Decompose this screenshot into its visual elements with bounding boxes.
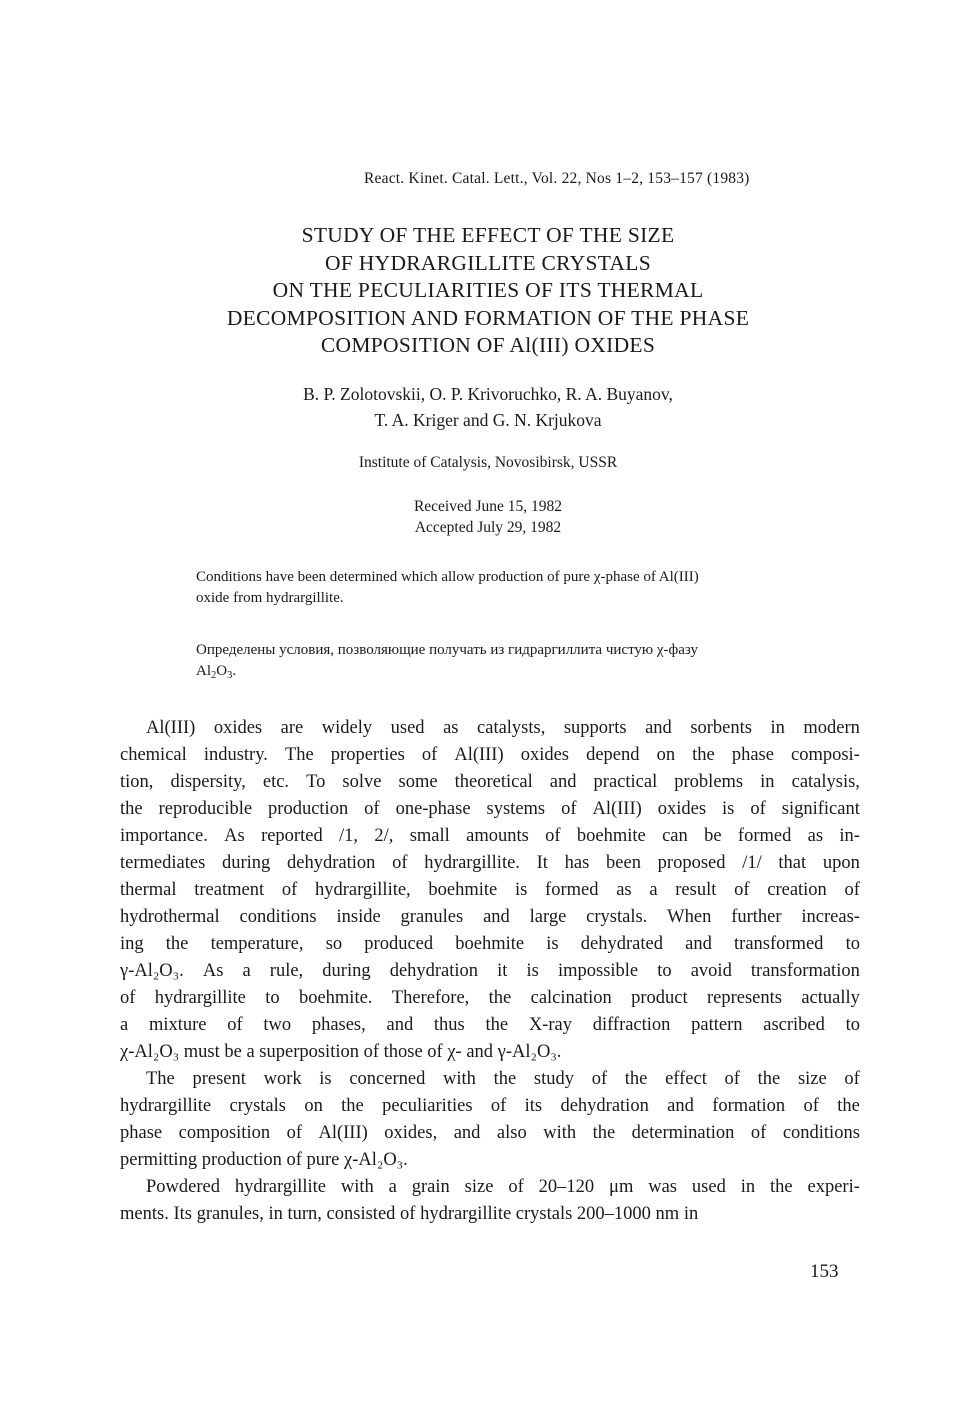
formula-o: O bbox=[216, 663, 228, 679]
body-line: termediates during dehydration of hydrargillite. It has been proposed /1/ that upon bbox=[120, 853, 860, 873]
abstract-russian bbox=[196, 640, 856, 682]
paper-title bbox=[150, 222, 826, 360]
body-line: the reproducible production of one-phase systems of Al(III) oxides is of significant bbox=[120, 799, 860, 819]
body-text bbox=[120, 715, 860, 1228]
body-line: γ-Al₂O₃. As a rule, during dehydration it is impossible to avoid transformation bbox=[120, 961, 860, 981]
title-line: COMPOSITION OF Al(III) OXIDES bbox=[320, 333, 656, 357]
accepted-date: Accepted July 29, 1982 bbox=[414, 519, 562, 536]
body-line: ing the temperature, so produced boehmite is dehydrated and transformed to bbox=[120, 934, 860, 954]
authors-line: B. P. Zolotovskii, O. P. Krivoruchko, R. A. Buyanov, bbox=[303, 384, 673, 404]
body-line: Al(III) oxides are widely used as catalysts, supports and sorbents in modern bbox=[146, 718, 860, 738]
submission-dates bbox=[150, 496, 826, 538]
affiliation: Institute of Catalysis, Novosibirsk, USSR bbox=[358, 454, 618, 471]
body-line: tion, dispersity, etc. To solve some theoretical and practical problems in catalysis, bbox=[120, 772, 860, 792]
body-line: Powdered hydrargillite with a grain size of 20–120 μm was used in the experi- bbox=[146, 1177, 860, 1197]
abstract-ru-formula bbox=[196, 661, 856, 682]
authors-line: T. A. Kriger and G. N. Krjukova bbox=[374, 409, 602, 430]
body-line: phase composition of Al(III) oxides, and also with the determination of conditions bbox=[120, 1123, 860, 1143]
page-number: 153 bbox=[810, 1261, 839, 1282]
author-list bbox=[150, 382, 826, 433]
abstract-line: oxide from hydrargillite. bbox=[196, 590, 344, 606]
body-line: permitting production of pure χ-Al₂O₃. bbox=[120, 1150, 408, 1170]
formula-end: . bbox=[232, 663, 237, 679]
title-line: ON THE PECULIARITIES OF ITS THERMAL bbox=[272, 278, 704, 302]
body-line: chemical industry. The properties of Al(III) oxides depend on the phase composi- bbox=[120, 745, 860, 765]
body-line: importance. As reported /1, 2/, small amounts of boehmite can be formed as in- bbox=[120, 826, 860, 846]
received-date: Received June 15, 1982 bbox=[413, 498, 563, 515]
body-line: ments. Its granules, in turn, consisted of hydrargillite crystals 200–1000 nm in bbox=[120, 1204, 699, 1224]
title-line: OF HYDRARGILLITE CRYSTALS bbox=[325, 250, 651, 275]
body-line: hydrargillite crystals on the peculiarities of its dehydration and formation of the bbox=[120, 1096, 860, 1116]
formula-subscript: 2 bbox=[211, 670, 217, 681]
abstract-ru-line: Определены условия, позволяющие получать из гидраргиллита чистую χ-фазу bbox=[196, 642, 699, 658]
body-line: of hydrargillite to boehmite. Therefore, the calcination product represents actually bbox=[120, 988, 860, 1008]
body-line: a mixture of two phases, and thus the X-ray diffraction pattern ascribed to bbox=[120, 1015, 860, 1035]
body-line: thermal treatment of hydrargillite, boehmite is formed as a result of creation of bbox=[120, 880, 860, 900]
abstract-line: Conditions have been determined which allow production of pure χ-phase of Al(III) bbox=[196, 569, 699, 585]
formula-al: Al bbox=[196, 663, 211, 679]
body-line: The present work is concerned with the study of the effect of the size of bbox=[146, 1069, 860, 1089]
body-line: hydrothermal conditions inside granules and large crystals. When further increas- bbox=[120, 907, 860, 927]
abstract-english bbox=[196, 567, 856, 609]
formula-subscript: 3 bbox=[227, 670, 233, 681]
title-line: STUDY OF THE EFFECT OF THE SIZE bbox=[301, 223, 675, 247]
journal-citation: React. Kinet. Catal. Lett., Vol. 22, Nos 1–2, 153–157 (1983) bbox=[364, 170, 750, 187]
title-line: DECOMPOSITION AND FORMATION OF THE PHASE bbox=[226, 305, 750, 330]
body-line: χ-Al₂O₃ must be a superposition of those of χ- and γ-Al₂O₃. bbox=[120, 1042, 562, 1062]
